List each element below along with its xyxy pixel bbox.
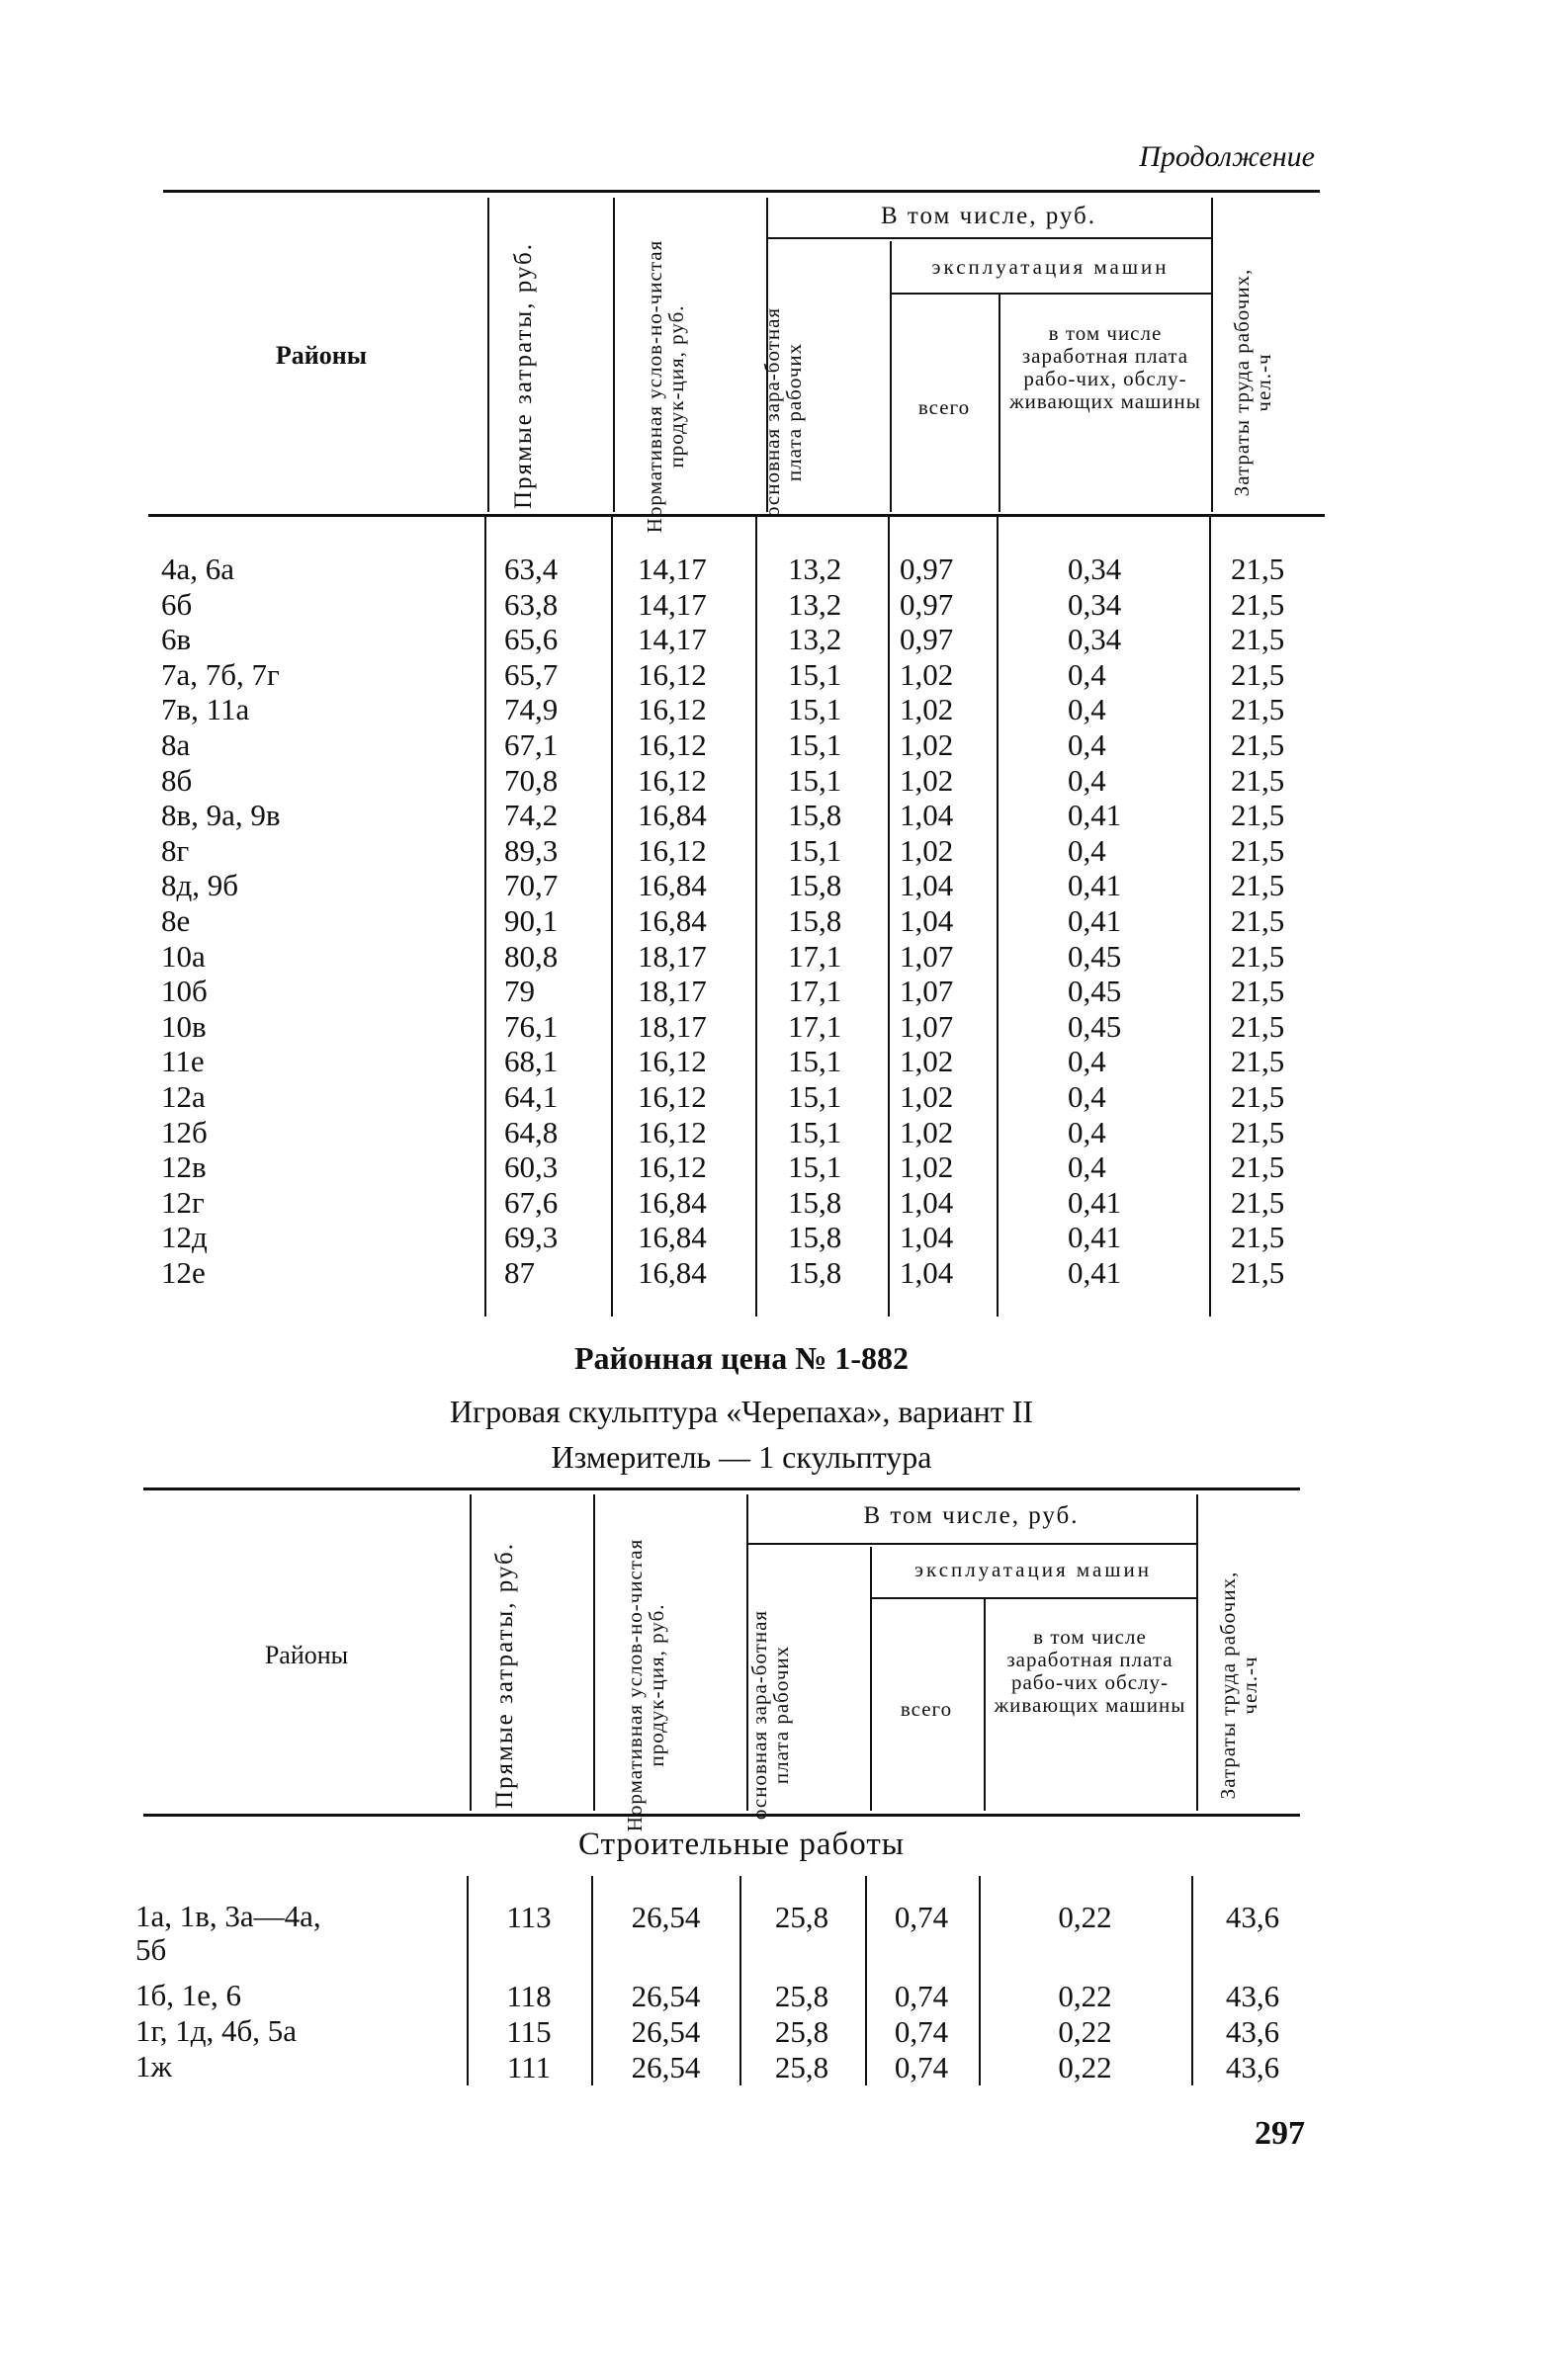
table-2-cell-labor: 43,6 (1225, 1979, 1280, 2013)
table-1-cell-labor: 21,5 (1231, 1044, 1285, 1079)
table-1-cell-normative: 16,12 (638, 692, 707, 727)
table-1-cell-total: 1,02 (900, 1078, 954, 1114)
table-2-vline (591, 1876, 593, 2085)
table-1-cell-direct-costs: 64,8 (504, 1114, 559, 1149)
table-1-vline (999, 295, 1000, 512)
table-1-cell-base-wage: 15,8 (788, 902, 842, 938)
table-2-cell-machine-wage: 0,22 (1058, 2014, 1112, 2049)
table-1-header-regions: Районы (275, 341, 368, 370)
table-1-cell-labor: 21,5 (1231, 726, 1285, 762)
table-1-vline (613, 198, 615, 512)
table-2-cell-base-wage: 25,8 (774, 2014, 829, 2049)
table-1-cell-machine-wage: 0,45 (1068, 1008, 1122, 1044)
table-1-cell-base-wage: 15,1 (788, 726, 842, 762)
table-1-cell-machine-wage: 0,4 (1068, 1114, 1106, 1149)
table-1-cell-labor: 21,5 (1231, 1078, 1285, 1114)
table-1-cell-normative: 14,17 (638, 586, 707, 622)
table-1-cell-base-wage: 15,1 (788, 692, 842, 727)
table-2-cell-normative: 26,54 (631, 2014, 701, 2049)
table-1-incl-rule (766, 237, 1211, 239)
table-1-cell-normative: 16,84 (638, 868, 707, 903)
table-1-cell-direct-costs: 64,1 (504, 1078, 559, 1114)
table-1-cell-direct-costs: 65,7 (504, 656, 559, 692)
table-1-cell-region: 6б (161, 586, 193, 622)
table-2-cell-base-wage: 25,8 (774, 2050, 829, 2084)
table-1-cell-normative: 16,12 (638, 1044, 707, 1079)
table-1-cell-machine-wage: 0,45 (1068, 974, 1122, 1009)
page-number: 297 (1255, 2115, 1305, 2152)
table-2-header-base-wage: основная зара-ботная плата рабочих (747, 1609, 794, 1821)
table-1-vline (487, 198, 489, 512)
table-1-cell-labor: 21,5 (1231, 622, 1285, 657)
table-1-cell-direct-costs: 63,4 (504, 552, 559, 586)
table-1-cell-normative: 16,12 (638, 1149, 707, 1185)
table-1-cell-machine-wage: 0,41 (1068, 1184, 1122, 1220)
table-1-header-labor: Затраты труда рабочих, чел.-ч (1230, 268, 1276, 497)
table-1-cell-total: 1,04 (900, 1254, 954, 1290)
table-1-cell-labor: 21,5 (1231, 1254, 1285, 1290)
table-1-cell-machine-wage: 0,4 (1068, 1149, 1106, 1185)
table-2-cell-region: 1ж (135, 2049, 172, 2083)
table-1-cell-region: 10в (161, 1008, 207, 1044)
table-1-cell-base-wage: 15,8 (788, 1254, 842, 1290)
table-1-header-total: всего (917, 395, 971, 419)
table-1-cell-normative: 16,84 (638, 798, 707, 833)
table-2-cell-base-wage: 25,8 (774, 1979, 829, 2013)
table-1-cell-direct-costs: 70,7 (504, 868, 559, 903)
table-1-top-rule (163, 190, 1320, 193)
table-1-col-labor (1231, 552, 1320, 1290)
table-1-cell-direct-costs: 80,8 (504, 938, 559, 974)
table-1-cell-machine-wage: 0,4 (1068, 726, 1106, 762)
table-1-cell-direct-costs: 63,8 (504, 586, 559, 622)
table-1-cell-total: 0,97 (900, 622, 954, 657)
table-2-cell-direct-costs: 115 (506, 2014, 552, 2049)
table-2-subheading: Строительные работы (578, 1827, 905, 1862)
table-1-cell-machine-wage: 0,41 (1068, 868, 1122, 903)
table-1-cell-labor: 21,5 (1231, 1008, 1285, 1044)
table-1-vline (888, 516, 890, 1317)
table-2-cell-machine-wage: 0,22 (1058, 1900, 1112, 1934)
table-1-cell-region: 4а, 6а (161, 552, 235, 586)
table-1-cell-base-wage: 15,1 (788, 832, 842, 868)
table-1-cell-region: 11е (161, 1044, 205, 1079)
table-1-vline (890, 241, 892, 512)
table-1-cell-normative: 16,84 (638, 1254, 707, 1290)
table-1-cell-base-wage: 13,2 (788, 622, 842, 657)
table-1-col-base-wage (788, 552, 882, 1290)
table-1-cell-base-wage: 15,8 (788, 1220, 842, 1255)
table-1-cell-total: 0,97 (900, 552, 954, 586)
table-2-cell-labor: 43,6 (1225, 1900, 1280, 1934)
table-1-cell-direct-costs: 89,3 (504, 832, 559, 868)
table-2-cell-machine-wage: 0,22 (1058, 1979, 1112, 2013)
table-1-cell-direct-costs: 70,8 (504, 762, 559, 798)
table-1-cell-total: 1,02 (900, 762, 954, 798)
table-2-cell-normative: 26,54 (631, 1900, 701, 1934)
table-1-cell-base-wage: 15,8 (788, 868, 842, 903)
table-2-header-machine-op: эксплуатация машин (914, 1558, 1152, 1581)
table-2-cell-base-wage: 25,8 (774, 1900, 829, 1934)
table-2-vline (593, 1494, 595, 1811)
table-1-cell-direct-costs: 74,9 (504, 692, 559, 727)
table-1-cell-region: 8е (161, 902, 191, 938)
table-1-header-machine-op: эксплуатация машин (931, 255, 1170, 279)
table-1-cell-region: 12б (161, 1114, 208, 1149)
table-1-cell-base-wage: 17,1 (788, 1008, 842, 1044)
table-1-cell-normative: 16,12 (638, 1114, 707, 1149)
table-1-header-normative: Нормативная услов-но-чистая продук-ция, руб. (643, 239, 689, 534)
table-1-cell-direct-costs: 74,2 (504, 798, 559, 833)
table-1-cell-total: 1,07 (900, 974, 954, 1009)
table-1-cell-normative: 18,17 (638, 938, 707, 974)
table-1-cell-region: 8г (161, 832, 190, 868)
table-1-vline (484, 516, 486, 1317)
table-1-cell-machine-wage: 0,41 (1068, 902, 1122, 938)
table-1-cell-machine-wage: 0,45 (1068, 938, 1122, 974)
table-1-cell-total: 1,07 (900, 1008, 954, 1044)
table-2-vline (467, 1876, 469, 2085)
table-1-cell-normative: 16,12 (638, 762, 707, 798)
table-1-cell-machine-wage: 0,41 (1068, 798, 1122, 833)
table-1-cell-base-wage: 15,1 (788, 1044, 842, 1079)
table-1-cell-region: 10б (161, 974, 208, 1009)
table-1-col-machine-wage (1068, 552, 1196, 1290)
table-1-cell-normative: 18,17 (638, 974, 707, 1009)
table-2-cell-machine-wage: 0,22 (1058, 2050, 1112, 2084)
table-1-cell-labor: 21,5 (1231, 1114, 1285, 1149)
table-2-vline (470, 1494, 472, 1811)
table-1-header-direct-costs: Прямые затраты, руб. (510, 241, 537, 510)
table-1-cell-direct-costs: 79 (504, 974, 535, 1009)
table-2-incl-rule (746, 1543, 1196, 1545)
table-2-cell-total: 0,74 (894, 1979, 949, 2013)
table-1-cell-machine-wage: 0,41 (1068, 1254, 1122, 1290)
table-1-cell-total: 1,02 (900, 1114, 954, 1149)
table-1-cell-total: 1,07 (900, 938, 954, 974)
table-1-cell-total: 1,02 (900, 656, 954, 692)
table-1-cell-normative: 16,84 (638, 902, 707, 938)
table-1-cell-machine-wage: 0,34 (1068, 622, 1122, 657)
table-1-cell-region: 7в, 11а (161, 692, 250, 727)
table-1-cell-region: 8а (161, 726, 191, 762)
table-1-cell-machine-wage: 0,34 (1068, 586, 1122, 622)
table-1-cell-machine-wage: 0,4 (1068, 1044, 1106, 1079)
table-1-cell-labor: 21,5 (1231, 938, 1285, 974)
table-1-cell-region: 12е (161, 1254, 206, 1290)
table-1-cell-base-wage: 17,1 (788, 974, 842, 1009)
table-1-cell-normative: 16,84 (638, 1220, 707, 1255)
table-2-vline (739, 1876, 741, 2085)
continuation-label: Продолжение (1139, 140, 1315, 173)
table-2-vline (979, 1876, 981, 2085)
table-1-cell-total: 0,97 (900, 586, 954, 622)
table-1-cell-region: 7а, 7б, 7г (161, 656, 280, 692)
table-2-vline (1191, 1876, 1193, 2085)
table-1-cell-base-wage: 15,1 (788, 1078, 842, 1114)
table-1-cell-total: 1,04 (900, 902, 954, 938)
table-1-cell-total: 1,04 (900, 1184, 954, 1220)
table-1-machine-rule (890, 293, 1211, 295)
table-1-cell-direct-costs: 60,3 (504, 1149, 559, 1185)
table-1-header-machine-wage: в том числе заработная плата рабо-чих, обслу-живающих машины (1009, 321, 1201, 414)
table-1-cell-total: 1,04 (900, 1220, 954, 1255)
table-2-machine-rule (870, 1597, 1196, 1599)
table-1-cell-region: 12д (161, 1220, 208, 1255)
table-2-header-machine-wage: в том числе заработная плата рабо-чих обслу-живающих машины (994, 1625, 1186, 1718)
table-1-cell-labor: 21,5 (1231, 868, 1285, 903)
table-1-vline (611, 516, 613, 1317)
table-1-vline (755, 516, 757, 1317)
table-1-cell-direct-costs: 67,1 (504, 726, 559, 762)
table-2-cell-region: 1г, 1д, 4б, 5а (135, 2013, 298, 2048)
table-1-cell-region: 12г (161, 1184, 205, 1220)
table-1-cell-machine-wage: 0,41 (1068, 1220, 1122, 1255)
table-1-cell-normative: 14,17 (638, 622, 707, 657)
table-2-header-labor: Затраты труда рабочих, чел.-ч (1216, 1571, 1262, 1800)
table-1-cell-labor: 21,5 (1231, 552, 1285, 586)
table-2-vline (1196, 1494, 1198, 1811)
table-1-cell-total: 1,04 (900, 798, 954, 833)
table-1-cell-direct-costs: 69,3 (504, 1220, 559, 1255)
table-2-cell-normative: 26,54 (631, 2050, 701, 2084)
table-1-cell-normative: 16,12 (638, 726, 707, 762)
table-2-cell-region: 1б, 1е, 6 (135, 1978, 242, 2012)
table-1-cell-total: 1,04 (900, 868, 954, 903)
section-2-subtitle: Игровая скульптура «Черепаха», вариант II (449, 1394, 1034, 1429)
table-2-cell-direct-costs: 111 (506, 2050, 552, 2084)
table-1-vline (997, 516, 999, 1317)
table-1-cell-labor: 21,5 (1231, 974, 1285, 1009)
table-1-cell-labor: 21,5 (1231, 1220, 1285, 1255)
table-1-header-base-wage: основная зара-ботная плата рабочих (760, 306, 807, 518)
table-1-col-regions (161, 552, 478, 1290)
table-1-col-normative (638, 552, 746, 1290)
table-2-header-direct-costs: Прямые затраты, руб. (491, 1541, 518, 1810)
table-1-cell-region: 12в (161, 1149, 207, 1185)
table-2-vline (870, 1547, 872, 1811)
table-1-cell-total: 1,02 (900, 1149, 954, 1185)
table-1-cell-direct-costs: 90,1 (504, 902, 559, 938)
table-1-cell-total: 1,02 (900, 832, 954, 868)
table-1-col-direct-costs (504, 552, 603, 1290)
table-1-cell-base-wage: 15,1 (788, 762, 842, 798)
table-1-cell-direct-costs: 67,6 (504, 1184, 559, 1220)
table-2-vline (865, 1876, 867, 2085)
table-1-cell-labor: 21,5 (1231, 1149, 1285, 1185)
table-2-cell-direct-costs: 113 (506, 1900, 552, 1934)
table-1-cell-normative: 18,17 (638, 1008, 707, 1044)
table-2-header-incl: В том числе, руб. (863, 1502, 1080, 1529)
table-1-cell-base-wage: 17,1 (788, 938, 842, 974)
table-1-cell-base-wage: 15,1 (788, 1114, 842, 1149)
table-1-cell-region: 10а (161, 938, 206, 974)
table-1-cell-machine-wage: 0,4 (1068, 1078, 1106, 1114)
table-1-cell-base-wage: 15,1 (788, 1149, 842, 1185)
table-1-vline (1211, 198, 1213, 512)
section-2-title: Районная цена № 1-882 (573, 1340, 910, 1376)
table-2-header-total: всего (900, 1697, 953, 1721)
table-2-cell-total: 0,74 (894, 2050, 949, 2084)
table-1-cell-machine-wage: 0,4 (1068, 832, 1106, 868)
table-1-cell-total: 1,02 (900, 726, 954, 762)
section-2-measure: Измеритель — 1 скульптура (551, 1439, 932, 1475)
table-2-vline (984, 1599, 986, 1811)
table-1-cell-direct-costs: 68,1 (504, 1044, 559, 1079)
table-2-cell-region: 1а, 1в, 3а—4а, 5б (135, 1899, 321, 1967)
table-1-cell-total: 1,02 (900, 1044, 954, 1079)
table-1-cell-machine-wage: 0,34 (1068, 552, 1122, 586)
table-1-cell-labor: 21,5 (1231, 656, 1285, 692)
table-1-cell-machine-wage: 0,4 (1068, 762, 1106, 798)
table-2-top-rule (143, 1488, 1300, 1490)
table-1-cell-region: 12а (161, 1078, 206, 1114)
table-1-cell-direct-costs: 65,6 (504, 622, 559, 657)
table-1-cell-region: 8в, 9а, 9в (161, 798, 281, 833)
table-1-cell-direct-costs: 87 (504, 1254, 535, 1290)
table-1-cell-labor: 21,5 (1231, 586, 1285, 622)
table-1-cell-normative: 16,12 (638, 832, 707, 868)
table-2-cell-normative: 26,54 (631, 1979, 701, 2013)
table-1-cell-base-wage: 15,8 (788, 1184, 842, 1220)
table-1-vline (1209, 516, 1211, 1317)
table-1-cell-normative: 14,17 (638, 552, 707, 586)
table-1-cell-normative: 16,12 (638, 656, 707, 692)
table-1-cell-normative: 16,84 (638, 1184, 707, 1220)
table-2-cell-labor: 43,6 (1225, 2050, 1280, 2084)
table-2-cell-total: 0,74 (894, 1900, 949, 1934)
table-1-cell-total: 1,02 (900, 692, 954, 727)
table-2-cell-total: 0,74 (894, 2014, 949, 2049)
table-2-header-regions: Районы (264, 1641, 349, 1669)
table-1-header-incl: В том числе, руб. (880, 203, 1097, 229)
table-1-cell-machine-wage: 0,4 (1068, 692, 1106, 727)
table-1-cell-base-wage: 15,8 (788, 798, 842, 833)
table-1-cell-machine-wage: 0,4 (1068, 656, 1106, 692)
table-1-cell-labor: 21,5 (1231, 902, 1285, 938)
table-1-cell-region: 6в (161, 622, 192, 657)
table-1-cell-labor: 21,5 (1231, 798, 1285, 833)
table-1-cell-base-wage: 13,2 (788, 552, 842, 586)
table-1-cell-labor: 21,5 (1231, 832, 1285, 868)
table-1-cell-normative: 16,12 (638, 1078, 707, 1114)
table-1-cell-direct-costs: 76,1 (504, 1008, 559, 1044)
table-1-col-total (900, 552, 994, 1290)
table-2-cell-direct-costs: 118 (506, 1979, 552, 2013)
table-1-cell-region: 8б (161, 762, 193, 798)
table-1-cell-labor: 21,5 (1231, 692, 1285, 727)
table-1-cell-labor: 21,5 (1231, 762, 1285, 798)
table-1-cell-base-wage: 15,1 (788, 656, 842, 692)
table-1-cell-region: 8д, 9б (161, 868, 239, 903)
table-2-header-normative: Нормативная услов-но-чистая продук-ция, руб. (623, 1538, 669, 1832)
table-1-cell-labor: 21,5 (1231, 1184, 1285, 1220)
table-2-cell-labor: 43,6 (1225, 2014, 1280, 2049)
table-1-cell-base-wage: 13,2 (788, 586, 842, 622)
